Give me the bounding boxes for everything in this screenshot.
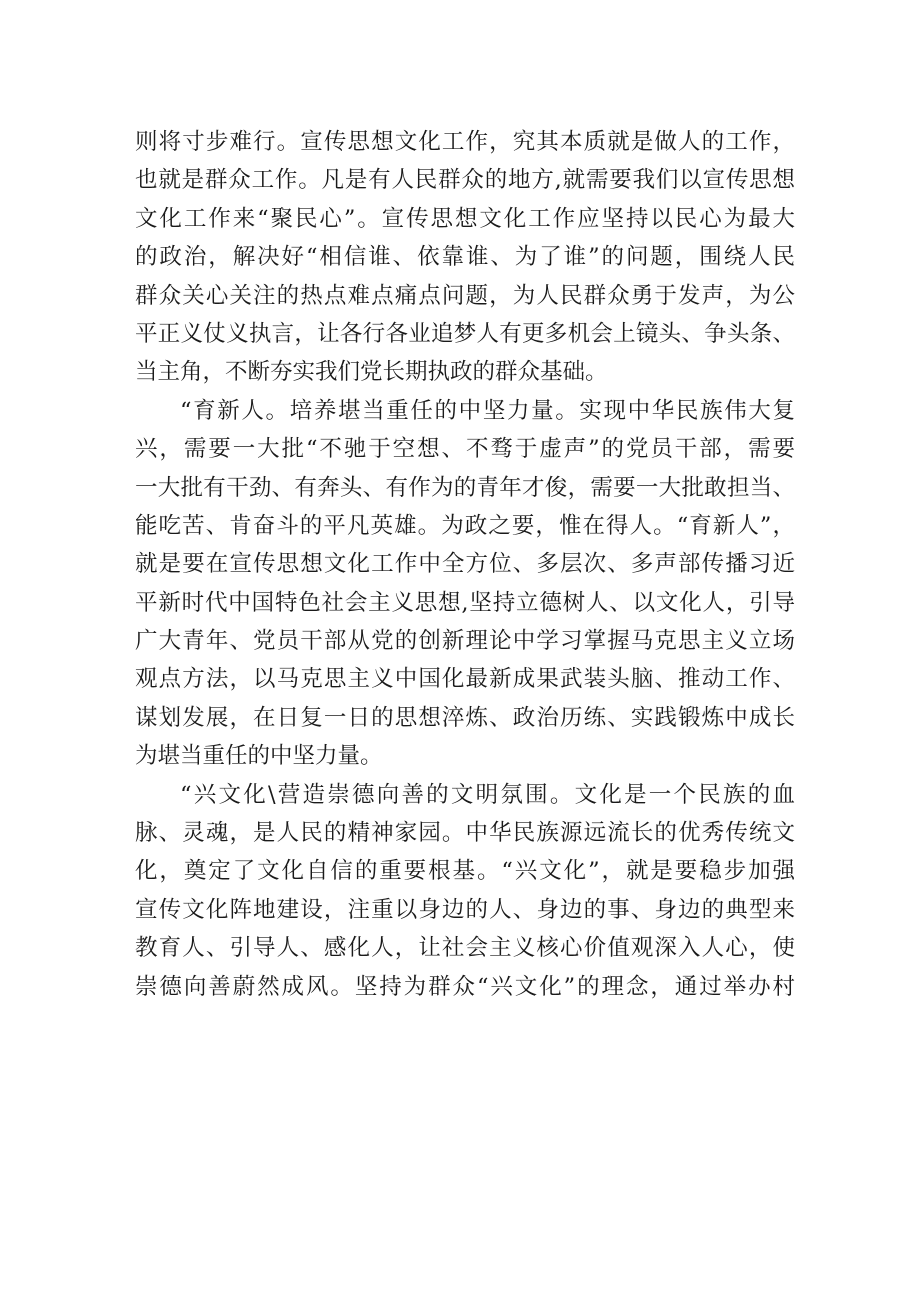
text-line: 宣传文化阵地建设，注重以身边的人、身边的事、身边的典型来 bbox=[135, 896, 795, 923]
text-line: 观点方法，以马克思主义中国化最新成果武装头脑、推动工作、 bbox=[135, 666, 795, 693]
paragraph-2 bbox=[135, 392, 795, 776]
text-line: 为堪当重任的中坚力量。 bbox=[135, 743, 383, 770]
text-line: 一大批有干劲、有奔头、有作为的青年才俊，需要一大批敢担当、 bbox=[135, 474, 795, 501]
text-line: 谋划发展，在日复一日的思想淬炼、政治历练、实践锻炼中成长 bbox=[135, 704, 795, 731]
text-line: 文化工作来“聚民心”。宣传思想文化工作应坚持以民心为最大 bbox=[135, 205, 795, 232]
text-line: 当主角，不断夯实我们党长期执政的群众基础。 bbox=[135, 359, 608, 386]
text-line: “兴文化\营造崇德向善的文明氛围。文化是一个民族的血 bbox=[180, 781, 795, 808]
text-line: 就是要在宣传思想文化工作中全方位、多层次、多声部传播习近 bbox=[135, 551, 795, 578]
text-line: 则将寸步难行。宣传思想文化工作，究其本质就是做人的工作， bbox=[135, 129, 795, 155]
paragraph-1 bbox=[135, 123, 795, 392]
text-line: 脉、灵魂，是人民的精神家园。中华民族源远流长的优秀传统文 bbox=[135, 820, 795, 847]
text-line: 也就是群众工作。凡是有人民群众的地方,就需要我们以宣传思想 bbox=[135, 167, 795, 194]
document-body bbox=[135, 123, 795, 1006]
text-line: 崇德向善蔚然成风。坚持为群众“兴文化”的理念，通过举办村 bbox=[135, 973, 795, 1000]
paragraph-3 bbox=[135, 776, 795, 1006]
text-line: 平新时代中国特色社会主义思想,坚持立德树人、以文化人，引导 bbox=[135, 589, 795, 616]
text-line: 群众关心关注的热点难点痛点问题，为人民群众勇于发声，为公 bbox=[135, 282, 795, 309]
text-line: 平正义仗义执言，让各行各业追梦人有更多机会上镜头、争头条、 bbox=[135, 320, 795, 347]
text-line: 兴，需要一大批“不驰于空想、不骛于虚声”的党员干部，需要 bbox=[135, 436, 795, 463]
text-line: 化，奠定了文化自信的重要根基。“兴文化”，就是要稳步加强 bbox=[135, 858, 795, 885]
text-line: 教育人、引导人、感化人，让社会主义核心价值观深入人心，使 bbox=[135, 935, 795, 962]
text-line: 的政治，解决好“相信谁、依靠谁、为了谁”的问题，围绕人民 bbox=[135, 244, 795, 271]
text-line: “育新人。培养堪当重任的中坚力量。实现中华民族伟大复 bbox=[180, 397, 795, 424]
text-line: 广大青年、党员干部从党的创新理论中学习掌握马克思主义立场 bbox=[135, 628, 795, 655]
text-line: 能吃苦、肯奋斗的平凡英雄。为政之要，惟在得人。“育新人”， bbox=[135, 512, 795, 539]
